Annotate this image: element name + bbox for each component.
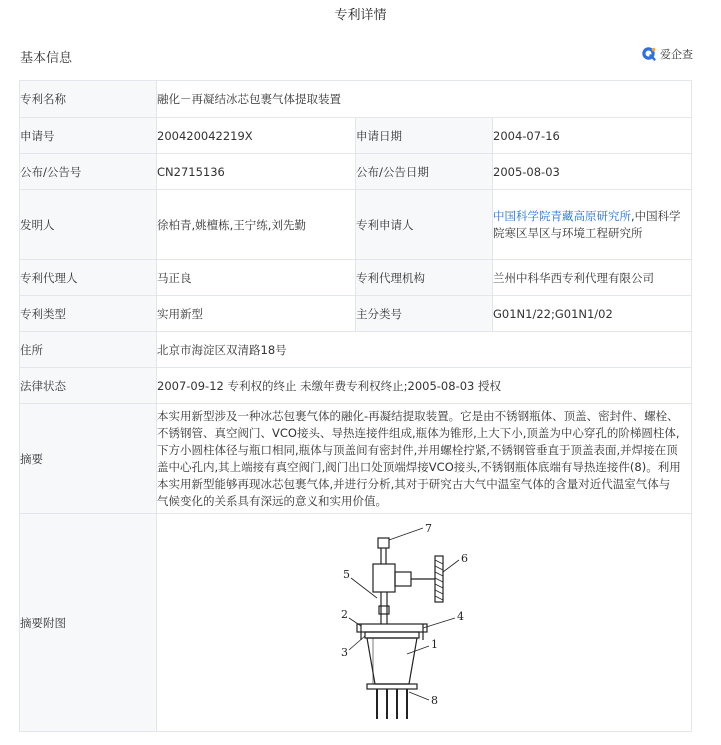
value-inventor: 徐柏青,姚檀栋,王宁练,刘先勤 bbox=[157, 190, 356, 260]
label-legal-status: 法律状态 bbox=[20, 368, 157, 404]
value-application-number: 200420042219X bbox=[157, 118, 356, 154]
value-abstract: 本实用新型涉及一种冰芯包裹气体的融化-再凝结提取装置。它是由不锈钢瓶体、顶盖、密封件、螺栓、不锈钢管、真空阀门、VCO接头、导热连接件组成,瓶体为锥形,上大下小,顶盖为中心穿孔的阶梯圆柱体,下方小圆柱体径与瓶口相同,瓶体与顶盖间有密封件,并用螺栓拧紧,不锈钢管垂直于顶盖表面,并焊接在顶盖中心孔内,其上端接有真空阀门,阀门出口处顶端焊接VCO接头,不锈钢瓶体底端有导热连接件(8)。利用本实用新型能够再现冰芯包裹气体,并进行分析,其对于研究古大气中温室气体的含量对近代温室气体与气候变化的关系具有深远的意义和实用价值。 bbox=[157, 404, 692, 514]
abstract-figure bbox=[157, 516, 691, 730]
label-patent-type: 专利类型 bbox=[20, 296, 157, 332]
value-publication-date: 2005-08-03 bbox=[493, 154, 692, 190]
row-inventor bbox=[20, 190, 692, 260]
callout-3: 3 bbox=[341, 645, 348, 659]
row-address bbox=[20, 332, 692, 368]
value-main-class: G01N1/22;G01N1/02 bbox=[493, 296, 692, 332]
callout-6: 6 bbox=[461, 551, 468, 565]
row-patent-name bbox=[20, 81, 692, 118]
callout-7: 7 bbox=[425, 523, 432, 535]
label-patent-name: 专利名称 bbox=[20, 81, 157, 118]
callout-5: 5 bbox=[343, 567, 350, 581]
row-abstract bbox=[20, 404, 692, 514]
label-application-number: 申请号 bbox=[20, 118, 157, 154]
label-agent: 专利代理人 bbox=[20, 260, 157, 296]
page-title: 专利详情 bbox=[334, 8, 387, 23]
label-agency: 专利代理机构 bbox=[356, 260, 493, 296]
value-legal-status: 2007-09-12 专利权的终止 未缴年费专利权终止;2005-08-03 授权 bbox=[157, 368, 692, 404]
label-publication-number: 公布/公告号 bbox=[20, 154, 157, 190]
patent-info-table bbox=[19, 80, 692, 732]
label-abstract-figure: 摘要附图 bbox=[20, 514, 157, 732]
label-publication-date: 公布/公告日期 bbox=[356, 154, 493, 190]
row-publication bbox=[20, 154, 692, 190]
row-legal-status bbox=[20, 368, 692, 404]
brand-logo[interactable] bbox=[641, 45, 693, 63]
value-address: 北京市海淀区双清路18号 bbox=[157, 332, 692, 368]
brand-name: 爱企查 bbox=[660, 48, 693, 61]
qichacha-logo-icon bbox=[641, 46, 657, 62]
patent-drawing bbox=[337, 524, 507, 724]
callout-8: 8 bbox=[431, 693, 438, 707]
value-publication-number: CN2715136 bbox=[157, 154, 356, 190]
applicant-rest: ,中国科学院寒区旱区与环境工程研究所 bbox=[493, 208, 681, 240]
callout-2: 2 bbox=[341, 607, 348, 621]
row-abstract-figure bbox=[20, 514, 692, 732]
abstract-figure-cell bbox=[157, 514, 692, 732]
value-agency: 兰州中科华西专利代理有限公司 bbox=[493, 260, 692, 296]
value-agent: 马正良 bbox=[157, 260, 356, 296]
row-application bbox=[20, 118, 692, 154]
value-applicant bbox=[493, 190, 692, 260]
applicant-link[interactable]: 中国科学院青藏高原研究所 bbox=[493, 208, 631, 223]
row-agent bbox=[20, 260, 692, 296]
value-patent-name: 融化－再凝结冰芯包裹气体提取装置 bbox=[157, 81, 692, 118]
callout-4: 4 bbox=[457, 609, 464, 623]
section-title: 基本信息 bbox=[20, 51, 73, 66]
label-abstract: 摘要 bbox=[20, 404, 157, 514]
label-inventor: 发明人 bbox=[20, 190, 157, 260]
value-application-date: 2004-07-16 bbox=[493, 118, 692, 154]
label-applicant: 专利申请人 bbox=[356, 190, 493, 260]
label-main-class: 主分类号 bbox=[356, 296, 493, 332]
label-application-date: 申请日期 bbox=[356, 118, 493, 154]
row-type bbox=[20, 296, 692, 332]
callout-1: 1 bbox=[431, 637, 438, 651]
label-address: 住所 bbox=[20, 332, 157, 368]
value-patent-type: 实用新型 bbox=[157, 296, 356, 332]
